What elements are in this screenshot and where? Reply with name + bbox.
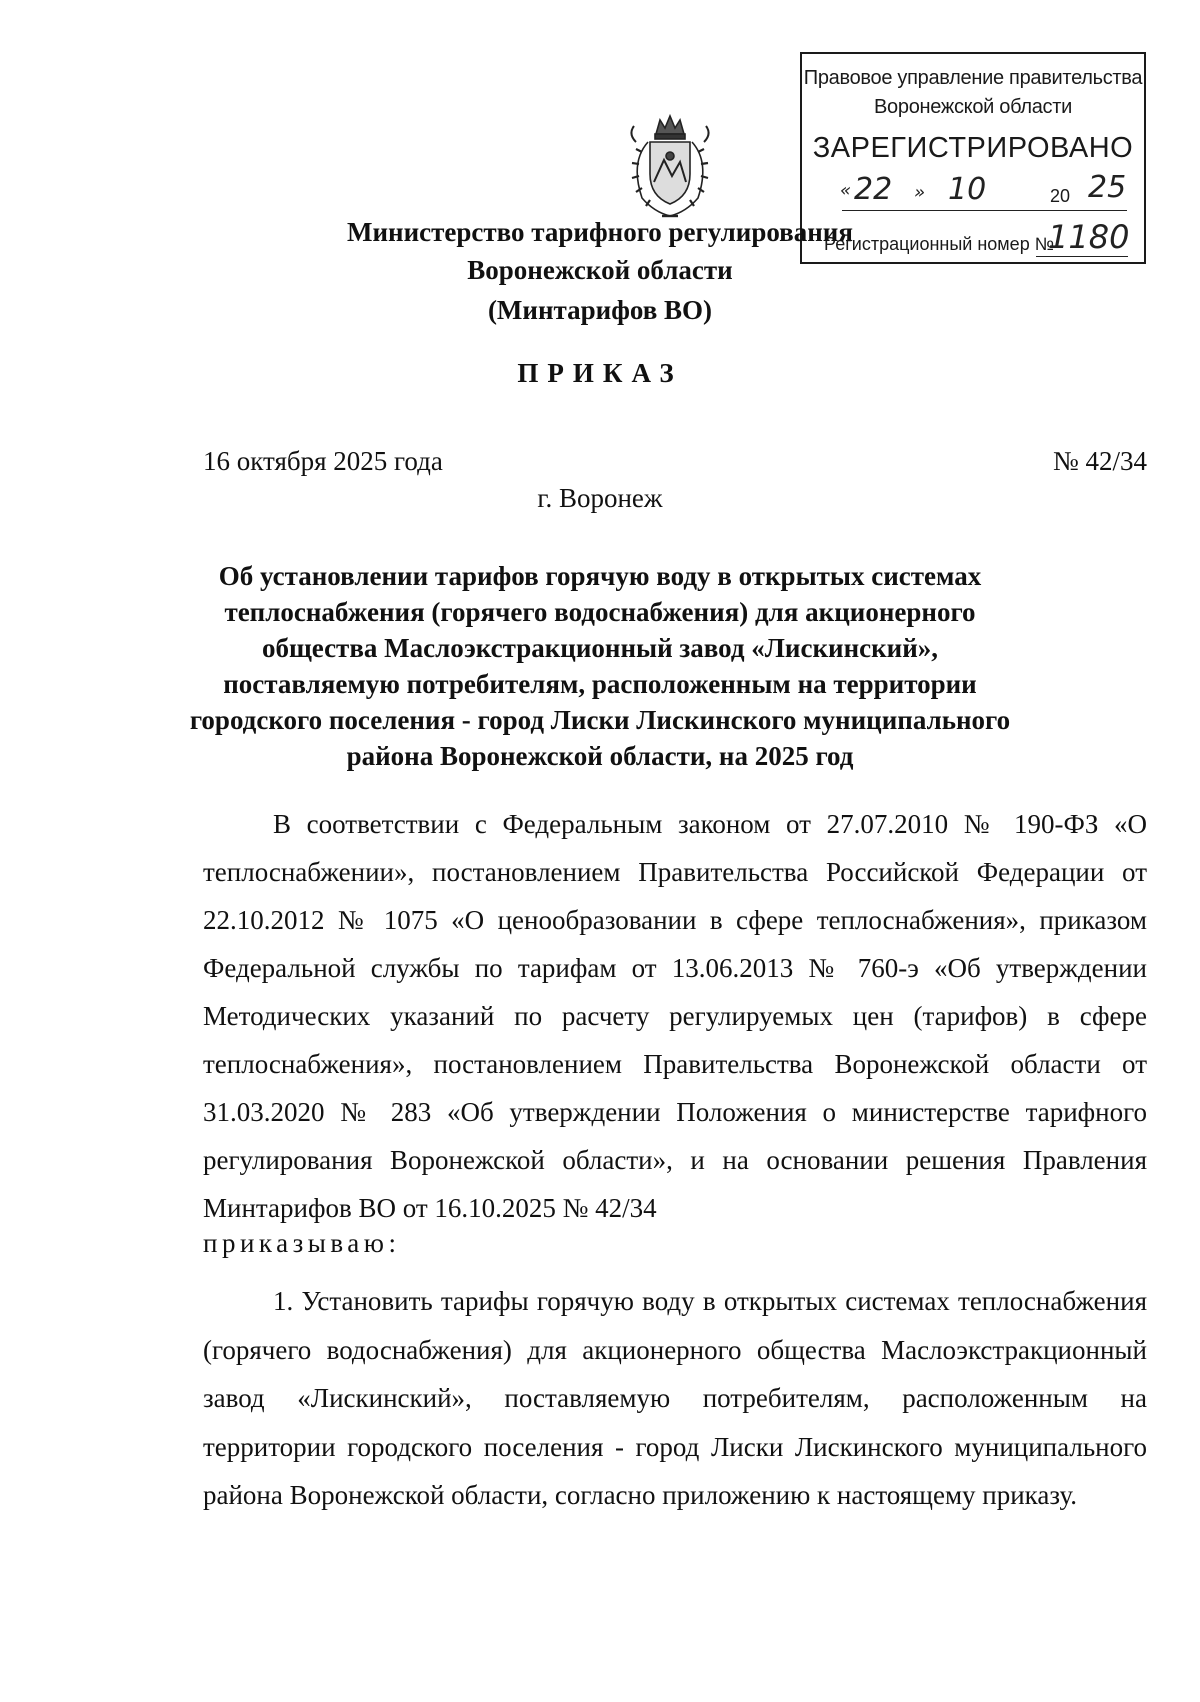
stamp-date: [802, 172, 1144, 212]
document-date: 16 октября 2025 года: [203, 446, 443, 476]
decree-word: приказываю:: [203, 1228, 401, 1258]
stamp-organization: [802, 64, 1144, 122]
ministry-name-line1: Министерство тарифного регулирования: [347, 217, 853, 247]
document-number: № 42/34: [1052, 446, 1147, 476]
order-point-1: 1. Установить тарифы горячую воду в открытых системах теплоснабжения (горячего водоснабжения) для акционерного общества Маслоэкстракционный завод «Лискинский», поставляемую потребителям, расположенным на территории городского поселения - город Лиски Лискинского муниципального района Воронежской области, согласно приложению к настоящему приказу.: [203, 1286, 1147, 1510]
stamp-org-line1: Правовое управление правительства: [803, 67, 1143, 89]
stamp-reg-label: Регистрационный номер №: [824, 234, 1055, 254]
stamp-date-underline: [842, 210, 1127, 211]
ministry-abbreviation: (Минтарифов ВО): [487, 295, 713, 325]
stamp-day: 22: [854, 172, 893, 207]
stamp-org-line2: Воронежской области: [874, 96, 1072, 118]
stamp-title: ЗАРЕГИСТРИРОВАНО: [812, 132, 1134, 164]
stamp-year-suffix: 25: [1088, 170, 1127, 205]
ministry-name-line2: Воронежской области: [467, 255, 733, 285]
preamble-paragraph: В соответствии с Федеральным законом от 27.07.2010 № 190-ФЗ «О теплоснабжении», постановлением Правительства Российской Федерации от 22.10.2012 № 1075 «О ценообразовании в сфере теплоснабжения», приказом Федеральной службы по тарифам от 13.06.2013 № 760-э «Об утверждении Методических указаний по расчету регулируемых цен (тарифов) в сфере теплоснабжения», постановлением Правительства Воронежской области от 31.03.2020 № 283 «Об утверждении Положения о министерстве тарифного регулирования Воронежской области», и на основании решения Правления Минтарифов ВО от 16.10.2025 № 42/34: [203, 809, 1147, 1223]
stamp-month: 10: [948, 172, 987, 207]
document-subject: Об установлении тарифов горячую воду в открытых системах теплоснабжения (горячего водоснабжения) для акционерного общества Маслоэкстракционный завод «Лискинский», поставляемую потребителям, расположенным на территории городского поселения - город Лиски Лискинского муниципального района Воронежской области, на 2025 год: [189, 561, 1011, 771]
stamp-quote-close: »: [914, 182, 926, 203]
coat-of-arms-icon: [620, 112, 720, 222]
stamp-year-prefix: 20: [1050, 186, 1071, 206]
document-city: г. Воронеж: [537, 483, 663, 513]
stamp-reg-number: 1180: [1048, 218, 1130, 256]
stamp-quote-open: «: [840, 180, 852, 201]
document-type-title: ПРИКАЗ: [517, 358, 683, 388]
